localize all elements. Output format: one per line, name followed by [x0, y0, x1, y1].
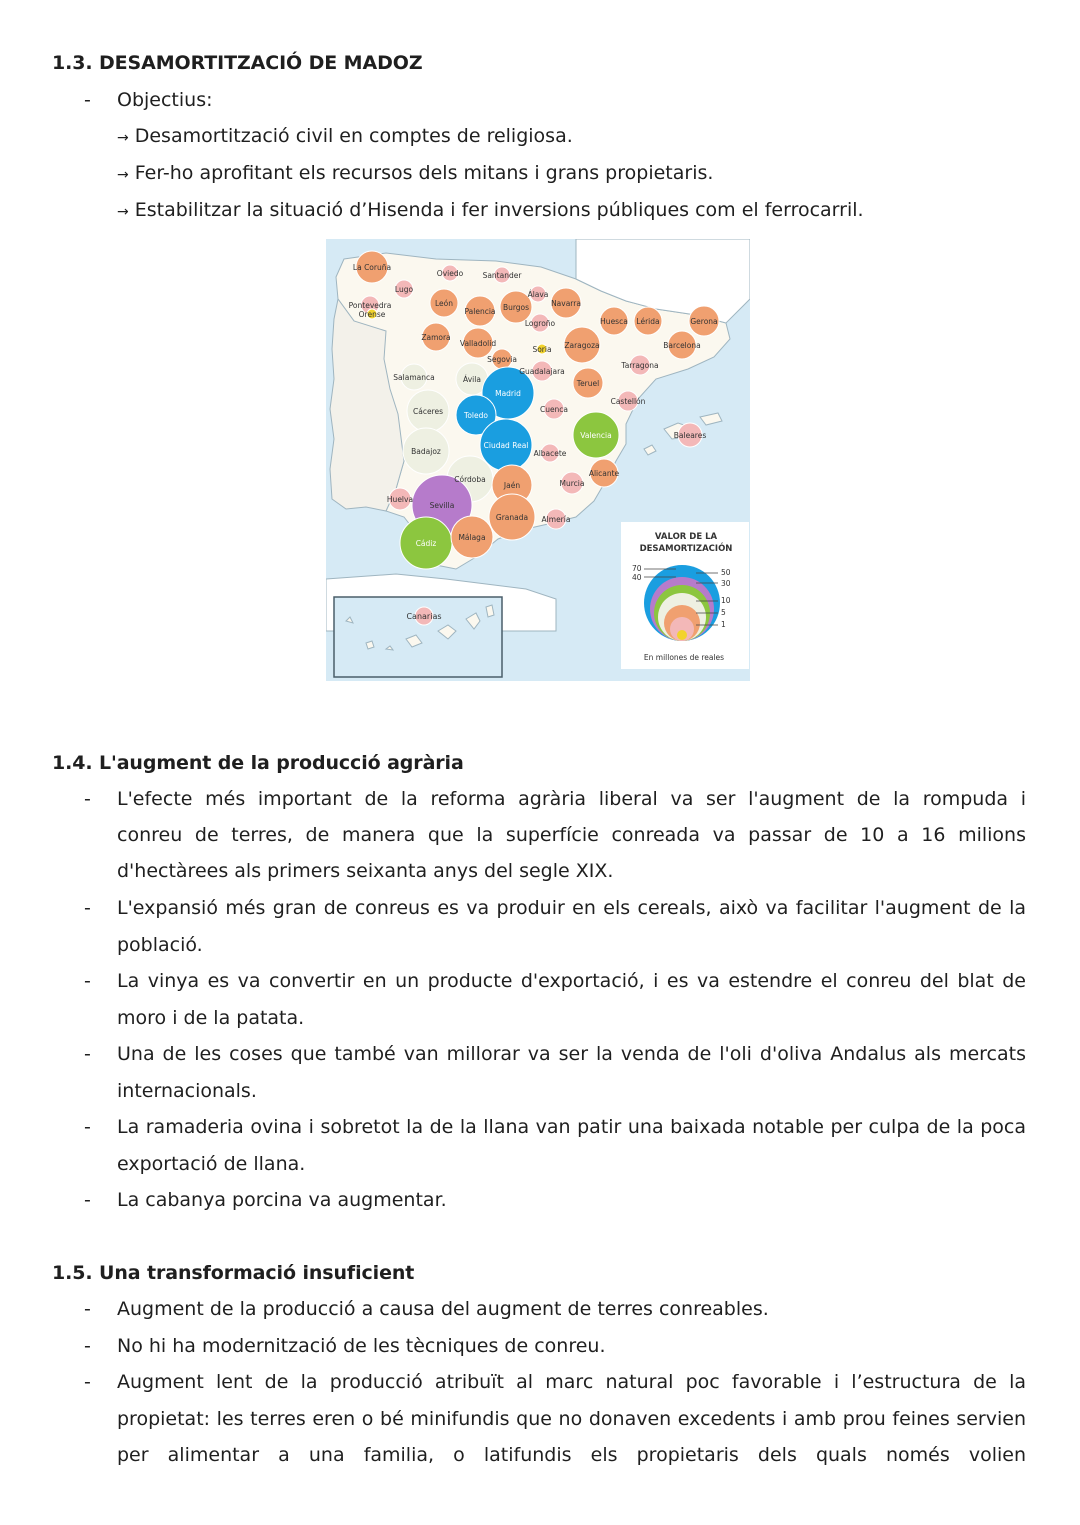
- label-huesca: Huesca: [600, 317, 628, 326]
- bullet-text: Augment lent de la producció atribuït al marc natural poc favorable i l’estructura de la propietat: les terres eren o bé minifundis que no donaven excedents i amb prou feines servien per alimentar a una familia, o latifundis els propietaris dels quals només volien: [117, 1371, 1026, 1466]
- bullet-dash: -: [84, 1043, 91, 1065]
- label-huelva: Huelva: [386, 495, 414, 504]
- section-title-1-3: 1.3. DESAMORTITZACIÓ DE MADOZ: [52, 52, 423, 74]
- bullet-line: d'hectàrees als primers seixanta anys del segle XIX.: [117, 860, 614, 882]
- bullet-dash: -: [84, 1371, 91, 1393]
- label-badajoz: Badajoz: [411, 447, 441, 456]
- label-guadalajara: Guadalajara: [519, 367, 565, 376]
- section-title-1-4: 1.4. L'augment de la producció agrària: [52, 752, 464, 774]
- arrow-icon: →: [117, 204, 129, 220]
- map-svg: [326, 239, 750, 681]
- legend-circle-1: [677, 630, 687, 640]
- label-zamora: Zamora: [421, 333, 451, 342]
- objective-text: Estabilitzar la situació d’Hisenda i fer inversions públiques com el ferrocarril.: [134, 199, 864, 221]
- label-oviedo: Oviedo: [436, 269, 464, 278]
- label-cordoba: Córdoba: [454, 475, 486, 484]
- label-baleares: Baleares: [673, 431, 707, 440]
- label-teruel: Teruel: [576, 379, 600, 388]
- label-caceres: Cáceres: [412, 407, 444, 416]
- label-orense: Orense: [358, 310, 386, 319]
- label-cuenca: Cuenca: [539, 405, 569, 414]
- objective-text: Desamortització civil en comptes de religiosa.: [134, 125, 573, 147]
- bullet-dash: -: [84, 89, 91, 111]
- label-madrid: Madrid: [495, 389, 521, 398]
- legend-value-1: 1: [721, 620, 726, 629]
- label-malaga: Málaga: [458, 533, 486, 542]
- label-valladolid: Valladolid: [459, 339, 497, 348]
- label-salamanca: Salamanca: [393, 373, 435, 382]
- objective-item: [117, 162, 713, 184]
- label-tarragona: Tarragona: [621, 361, 659, 370]
- label-jaen: Jaén: [503, 481, 521, 490]
- label-toledo: Toledo: [464, 411, 488, 420]
- label-canarias: Canarias: [406, 612, 442, 621]
- label-granada: Granada: [495, 513, 529, 522]
- arrow-icon: →: [117, 167, 129, 183]
- legend-circles: [644, 565, 720, 641]
- label-avila: Ávila: [463, 375, 481, 384]
- bullet-text: [117, 781, 1026, 818]
- bullet-dash: -: [84, 1116, 91, 1138]
- arrow-icon: →: [117, 130, 129, 146]
- desamortization-map: [326, 239, 750, 681]
- label-alicante: Alicante: [588, 469, 620, 478]
- label-almeria: Almería: [541, 515, 571, 524]
- legend-title-2: DESAMORTIZACIÓN: [639, 544, 733, 554]
- legend-value-10: 10: [721, 596, 731, 605]
- legend-title-1: VALOR DE LA: [654, 532, 718, 542]
- label-logrono: Logroño: [524, 319, 556, 328]
- bullet-text: Una de les coses que també van millorar va ser la venda de l'oli d'oliva Andalus als mercats internacionals.: [117, 1043, 1026, 1102]
- label-leon: León: [434, 299, 454, 308]
- legend-unit: En millones de reales: [643, 653, 725, 662]
- bullet-dash: -: [84, 1298, 91, 1320]
- label-palencia: Palencia: [464, 307, 496, 316]
- bullet-line: conreu de terres, de manera que la superfície conreada va passar de 10 a 16 milions: [117, 824, 1026, 846]
- label-santander: Santander: [482, 271, 522, 280]
- label-albacete: Albacete: [533, 449, 567, 458]
- label-soria: Soria: [532, 345, 552, 354]
- bullet-text: La cabanya porcina va augmentar.: [117, 1189, 447, 1211]
- label-sevilla: Sevilla: [429, 501, 455, 510]
- legend-value-50: 50: [721, 568, 731, 577]
- bullet-text: Augment de la producció a causa del augment de terres conreables.: [117, 1298, 769, 1320]
- legend-value-70: 70: [632, 564, 642, 573]
- bullet-dash: -: [84, 788, 91, 810]
- label-pontevedra: Pontevedra: [348, 301, 392, 310]
- section-title-1-5: 1.5. Una transformació insuficient: [52, 1262, 415, 1284]
- label-gerona: Gerona: [690, 317, 718, 326]
- label-valencia: Valencia: [580, 431, 612, 440]
- label-navarra: Navarra: [551, 299, 581, 308]
- label-segovia: Segovia: [487, 355, 517, 364]
- label-burgos: Burgos: [502, 303, 530, 312]
- label-lerida: Lérida: [636, 317, 660, 326]
- legend-value-30: 30: [721, 579, 731, 588]
- objectives-label: Objectius:: [117, 89, 213, 111]
- bullet-text: La ramaderia ovina i sobretot la de la llana van patir una baixada notable per culpa de la poca exportació de llana.: [117, 1116, 1026, 1175]
- bullet-text: L'expansió més gran de conreus es va produir en els cereals, això va facilitar l'augment de la població.: [117, 897, 1026, 956]
- objective-item: [117, 125, 573, 147]
- label-ciudad-real: Ciudad Real: [483, 441, 529, 450]
- label-cadiz: Cádiz: [415, 539, 437, 548]
- label-barcelona: Barcelona: [663, 341, 701, 350]
- bullet-dash: -: [84, 897, 91, 919]
- bullet-dash: -: [84, 1335, 91, 1357]
- bullet-line: L'efecte més important de la reforma agrària liberal va ser l'augment de la rompuda i: [117, 788, 1026, 810]
- objective-text: Fer-ho aprofitant els recursos dels mitans i grans propietaris.: [134, 162, 714, 184]
- label-murcia: Murcia: [559, 479, 585, 488]
- bullet-text: La vinya es va convertir en un producte d'exportació, i es va estendre el conreu del blat de moro i de la patata.: [117, 970, 1026, 1029]
- label-zaragoza: Zaragoza: [564, 341, 600, 350]
- bullet-text: No hi ha modernització de les tècniques de conreu.: [117, 1335, 606, 1357]
- legend-value-5: 5: [721, 608, 726, 617]
- bullet-dash: -: [84, 1189, 91, 1211]
- legend-value-40: 40: [632, 573, 642, 582]
- objective-item: [117, 199, 864, 221]
- label-la-coruna: La Coruña: [352, 263, 392, 272]
- bullet-dash: -: [84, 970, 91, 992]
- label-castellon: Castellón: [610, 397, 646, 406]
- label-lugo: Lugo: [394, 285, 414, 294]
- label-alava: Álava: [527, 290, 549, 299]
